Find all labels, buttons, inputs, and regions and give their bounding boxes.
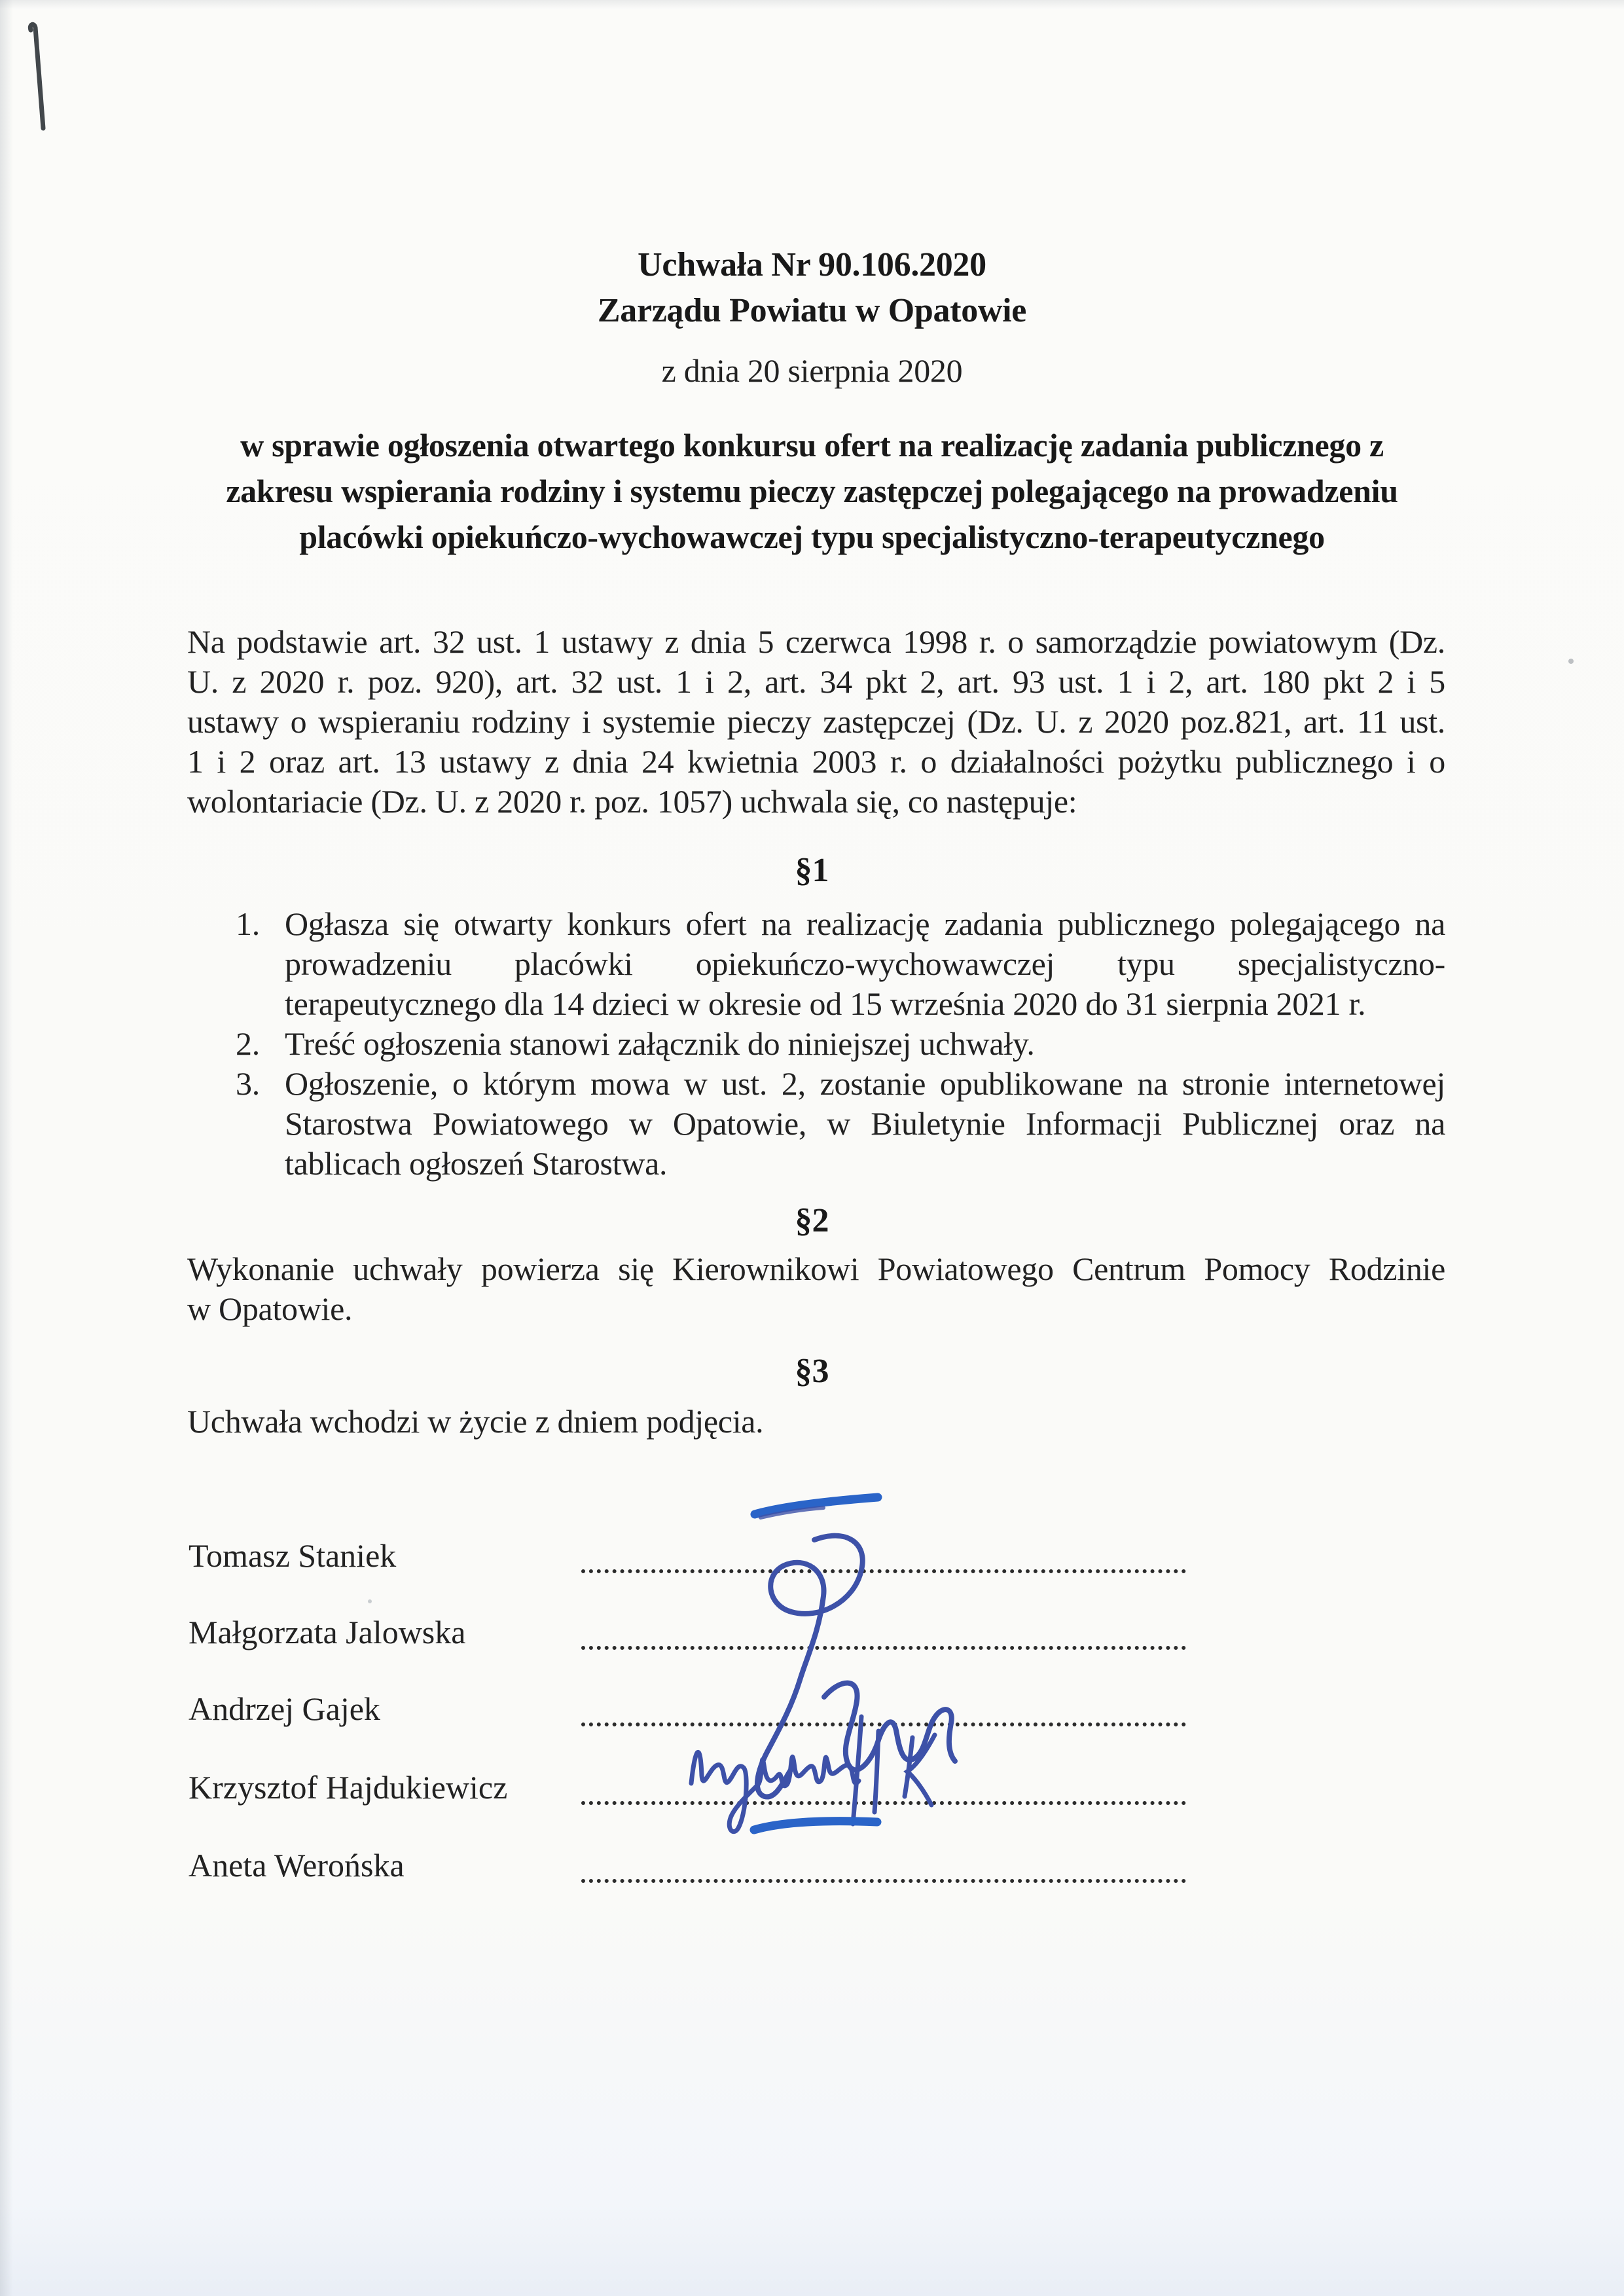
signer-name: Aneta Werońska [189,1847,405,1884]
list-item-2-number: 2. [236,1025,260,1062]
document-date: z dnia 20 sierpnia 2020 [661,352,963,389]
document-title [0,242,1624,334]
list-item-1-number: 1. [236,905,260,942]
signature-row [0,1846,1624,1899]
text-line: placówki opiekuńczo-wychowawczej typu specjalistyczno-terapeutycznego [299,519,1325,555]
signature-row [0,1537,1624,1589]
section-2-paragraph [187,1249,1445,1329]
text-line: tablicach ogłoszeń Starostwa. [285,1145,668,1182]
document-subject [0,422,1624,560]
signature-stroke-top [755,1497,878,1514]
signature-stroke-bottom [754,1821,877,1830]
paper-speck [368,1599,372,1603]
signer-name: Małgorzata Jalowska [189,1614,466,1650]
list-item-1-text [285,904,1445,1024]
text-line: Ogłoszenie, o którym mowa w ust. 2, zostanie opublikowane na stronie internetowej [285,1065,1445,1102]
text-line: w sprawie ogłoszenia otwartego konkursu ofert na realizację zadania publicznego z [240,427,1384,464]
signer-name: Krzysztof Hajdukiewicz [189,1769,508,1806]
signature-dotted-line [581,1646,1186,1650]
text-line: Uchwała wchodzi w życie z dniem podjęcia. [187,1403,764,1440]
list-item-2 [236,1024,1445,1064]
list-item-3-text [285,1064,1445,1184]
signature-dotted-line [581,1801,1186,1805]
text-line: Zarządu Powiatu w Opatowie [597,292,1027,329]
text-line: prowadzeniu placówki opiekuńczo-wychowawczej typu specjalistyczno- [285,945,1445,982]
text-line: U. z 2020 r. poz. 920), art. 32 ust. 1 i 2, art. 34 pkt 2, art. 93 ust. 1 i 2, art. 180 pkt 2 i 5 [187,663,1445,700]
text-line: 1 i 2 oraz art. 13 ustawy z dnia 24 kwietnia 2003 r. o działalności pożytku publicznego i o [187,743,1445,780]
scan-artifact-line [30,24,43,128]
legal-basis-paragraph [187,622,1445,822]
text-line: w Opatowie. [187,1290,353,1327]
signature-dotted-line [581,1879,1186,1883]
section-3-paragraph [187,1402,1445,1442]
text-line: Ogłasza się otwarty konkurs ofert na realizację zadania publicznego polegającego na [285,905,1445,942]
signature-row [0,1690,1624,1742]
text-line: zakresu wspierania rodziny i systemu pieczy zastępczej polegającego na prowadzeniu [226,473,1398,509]
list-item-2-text [285,1024,1445,1064]
signature-dotted-line [581,1722,1186,1726]
text-line: Treść ogłoszenia stanowi załącznik do niniejszej uchwały. [285,1025,1035,1062]
text-line: Na podstawie art. 32 ust. 1 ustawy z dnia 5 czerwca 1998 r. o samorządzie powiatowym (Dz. [187,623,1445,660]
signer-name: Tomasz Staniek [189,1537,397,1574]
text-line: wolontariacie (Dz. U. z 2020 r. poz. 1057) uchwala się, co następuje: [187,783,1077,820]
list-item-3-number: 3. [236,1065,260,1102]
section-1-list [236,904,1445,1184]
section-3-heading: §3 [795,1353,829,1390]
text-line: Starostwa Powiatowego w Opatowie, w Biuletynie Informacji Publicznej oraz na [285,1105,1445,1142]
text-line: Wykonanie uchwały powierza się Kierownikowi Powiatowego Centrum Pomocy Rodzinie [187,1250,1445,1287]
list-item-3 [236,1064,1445,1184]
signature-row [0,1613,1624,1666]
signature-dotted-line [581,1569,1186,1573]
signer-name: Andrzej Gajek [189,1690,380,1727]
text-line: Uchwała Nr 90.106.2020 [638,246,986,283]
section-2-heading: §2 [795,1202,829,1239]
text-line: ustawy o wspieraniu rodziny i systemie pieczy zastępczej (Dz. U. z 2020 poz.821, art. 11 ust. [187,703,1445,740]
list-item-1 [236,904,1445,1024]
section-1-heading: §1 [795,852,829,889]
signature-stroke-top-overpass [761,1508,823,1518]
text-line: terapeutycznego dla 14 dzieci w okresie od 15 września 2020 do 31 sierpnia 2021 r. [285,985,1366,1022]
paper-speck [1568,659,1574,664]
signature-row [0,1768,1624,1821]
